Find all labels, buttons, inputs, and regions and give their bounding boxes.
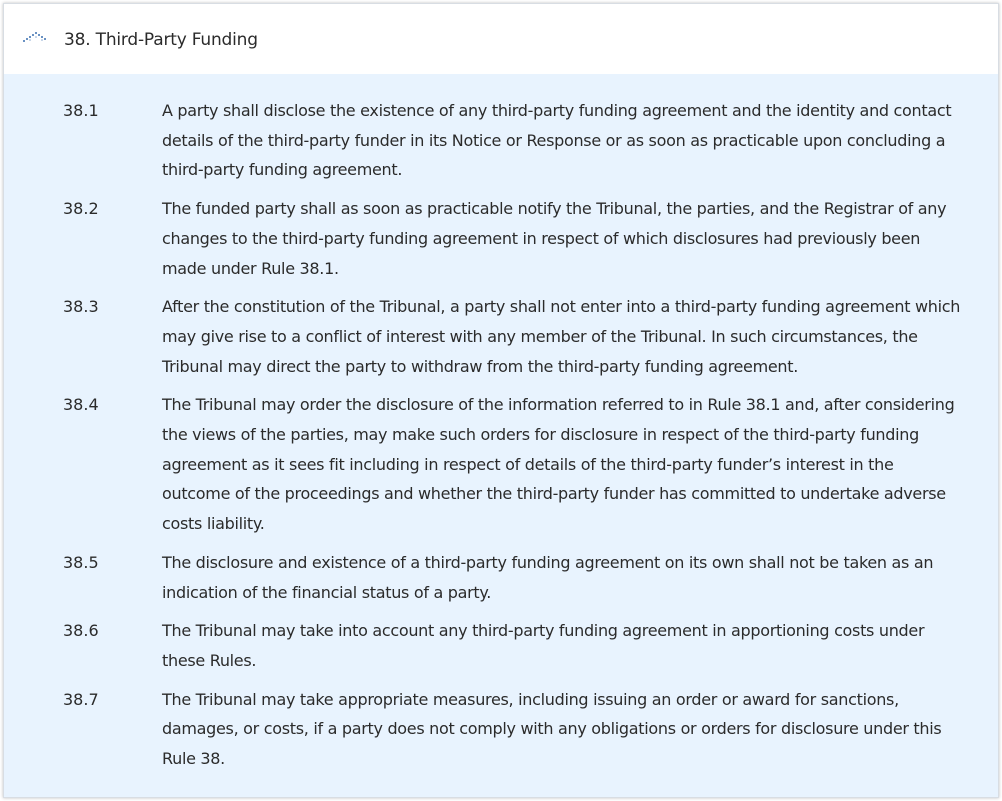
rule-item-38-6 bbox=[4, 616, 998, 675]
rule-item-38-3 bbox=[4, 292, 998, 381]
rule-item-38-2 bbox=[4, 194, 998, 283]
accordion-panel bbox=[3, 3, 999, 798]
rules-list bbox=[4, 74, 998, 774]
rule-number: 38.2 bbox=[63, 199, 99, 219]
rule-item-38-4 bbox=[4, 390, 998, 539]
rule-text: The disclosure and existence of a third-party funding agreement on its own shall not be taken as an indication of the financial status of a party. bbox=[162, 552, 934, 602]
rule-number: 38.3 bbox=[63, 297, 99, 317]
rule-text: A party shall disclose the existence of any third-party funding agreement and the identity and contact details of the third-party funder in its Notice or Response or as soon as practicable upon concluding a third-party funding agreement. bbox=[162, 101, 952, 180]
rule-number: 38.5 bbox=[63, 552, 99, 572]
rule-number: 38.1 bbox=[63, 101, 99, 120]
rule-text: The Tribunal may take appropriate measures, including issuing an order or award for sanctions, damages, or costs, if a party does not comply with any obligations or orders for disclosure under this Rule 38. bbox=[162, 689, 942, 769]
rule-number: 38.4 bbox=[63, 395, 99, 415]
section-title: 38. Third-Party Funding bbox=[64, 30, 258, 50]
rule-item-38-1 bbox=[4, 96, 998, 185]
rule-text: The Tribunal may order the disclosure of the information referred to in Rule 38.1 and, after considering the views of the parties, may make such orders for disclosure in respect of the third-party funding agreement as it sees fit including in respect of details of the third-party funder’s interest in the outcome of the proceedings and whether the third-party funder has committed to undertake adverse costs liability. bbox=[162, 395, 955, 534]
accordion-header[interactable] bbox=[4, 4, 998, 74]
rule-text: The funded party shall as soon as practicable notify the Tribunal, the parties, and the Registrar of any changes to the third-party funding agreement in respect of which disclosures had previously been made under Rule 38.1. bbox=[162, 199, 947, 278]
rule-item-38-5 bbox=[4, 548, 998, 607]
rule-number: 38.6 bbox=[63, 621, 99, 641]
chevron-up-icon[interactable] bbox=[22, 29, 46, 45]
rule-item-38-7 bbox=[4, 685, 998, 774]
rule-text: The Tribunal may take into account any third-party funding agreement in apportioning costs under these Rules. bbox=[162, 621, 925, 670]
rule-text: After the constitution of the Tribunal, a party shall not enter into a third-party funding agreement which may give rise to a conflict of interest with any member of the Tribunal. In such circumstances, the Tribunal may direct the party to withdraw from the third-party funding agreement. bbox=[162, 297, 961, 376]
rule-number: 38.7 bbox=[63, 689, 99, 709]
